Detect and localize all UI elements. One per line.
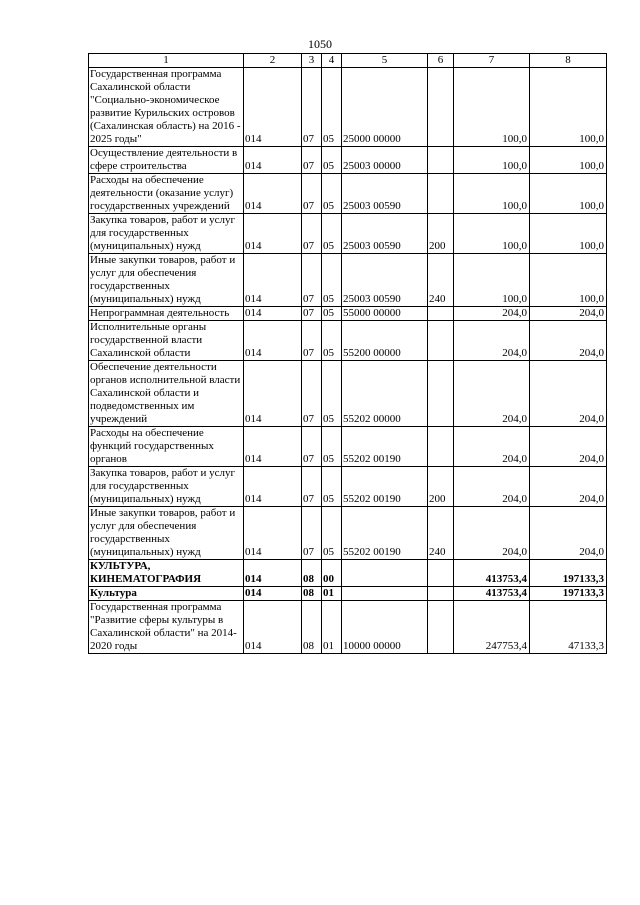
ministry-code-cell: 014 xyxy=(244,147,302,174)
header-col-5: 5 xyxy=(342,54,428,68)
section-code-cell: 08 xyxy=(302,560,322,587)
section-code-cell: 08 xyxy=(302,587,322,601)
amount-year1-cell: 204,0 xyxy=(454,507,530,560)
expense-type-cell xyxy=(428,587,454,601)
expense-type-cell xyxy=(428,307,454,321)
table-row xyxy=(89,507,607,560)
amount-year2-cell: 100,0 xyxy=(530,68,607,147)
row-name-cell: Расходы на обеспечение деятельности (оказание услуг) государственных учреждений xyxy=(89,174,244,214)
header-col-2: 2 xyxy=(244,54,302,68)
amount-year2-cell: 197133,3 xyxy=(530,587,607,601)
target-article-cell xyxy=(342,560,428,587)
amount-year1-cell: 100,0 xyxy=(454,68,530,147)
amount-year1-cell: 204,0 xyxy=(454,467,530,507)
amount-year1-cell: 413753,4 xyxy=(454,560,530,587)
amount-year2-cell: 204,0 xyxy=(530,307,607,321)
budget-table xyxy=(88,53,607,654)
section-code-cell: 07 xyxy=(302,467,322,507)
target-article-cell: 55202 00190 xyxy=(342,467,428,507)
row-name-cell: Иные закупки товаров, работ и услуг для обеспечения государственных (муниципальных) нужд xyxy=(89,507,244,560)
amount-year2-cell: 100,0 xyxy=(530,254,607,307)
subsection-code-cell: 01 xyxy=(322,601,342,654)
row-name-cell: Закупка товаров, работ и услуг для государственных (муниципальных) нужд xyxy=(89,214,244,254)
table-row xyxy=(89,560,607,587)
target-article-cell: 55200 00000 xyxy=(342,321,428,361)
ministry-code-cell: 014 xyxy=(244,427,302,467)
target-article-cell xyxy=(342,587,428,601)
table-row xyxy=(89,427,607,467)
header-col-7: 7 xyxy=(454,54,530,68)
amount-year2-cell: 100,0 xyxy=(530,174,607,214)
amount-year1-cell: 204,0 xyxy=(454,427,530,467)
expense-type-cell xyxy=(428,174,454,214)
target-article-cell: 55000 00000 xyxy=(342,307,428,321)
amount-year1-cell: 100,0 xyxy=(454,254,530,307)
target-article-cell: 25003 00590 xyxy=(342,254,428,307)
expense-type-cell: 240 xyxy=(428,254,454,307)
amount-year1-cell: 247753,4 xyxy=(454,601,530,654)
ministry-code-cell: 014 xyxy=(244,174,302,214)
row-name-cell: Государственная программа Сахалинской области "Социально-экономическое развитие Курильских островов (Сахалинская область) на 2016 - 2025 годы" xyxy=(89,68,244,147)
subsection-code-cell: 05 xyxy=(322,427,342,467)
amount-year1-cell: 413753,4 xyxy=(454,587,530,601)
target-article-cell: 25003 00590 xyxy=(342,174,428,214)
row-name-cell: Обеспечение деятельности органов исполнительной власти Сахалинской области и подведомственных им учреждений xyxy=(89,361,244,427)
ministry-code-cell: 014 xyxy=(244,214,302,254)
expense-type-cell: 200 xyxy=(428,467,454,507)
row-name-cell: Исполнительные органы государственной власти Сахалинской области xyxy=(89,321,244,361)
target-article-cell: 55202 00190 xyxy=(342,507,428,560)
subsection-code-cell: 00 xyxy=(322,560,342,587)
section-code-cell: 07 xyxy=(302,307,322,321)
page-number: 1050 xyxy=(308,37,332,51)
expense-type-cell xyxy=(428,560,454,587)
row-name-cell: Иные закупки товаров, работ и услуг для обеспечения государственных (муниципальных) нужд xyxy=(89,254,244,307)
amount-year1-cell: 100,0 xyxy=(454,214,530,254)
subsection-code-cell: 05 xyxy=(322,214,342,254)
expense-type-cell: 240 xyxy=(428,507,454,560)
ministry-code-cell: 014 xyxy=(244,601,302,654)
table-row xyxy=(89,601,607,654)
target-article-cell: 10000 00000 xyxy=(342,601,428,654)
row-name-cell: Закупка товаров, работ и услуг для государственных (муниципальных) нужд xyxy=(89,467,244,507)
ministry-code-cell: 014 xyxy=(244,507,302,560)
target-article-cell: 55202 00190 xyxy=(342,427,428,467)
target-article-cell: 55202 00000 xyxy=(342,361,428,427)
section-code-cell: 07 xyxy=(302,174,322,214)
amount-year2-cell: 204,0 xyxy=(530,427,607,467)
subsection-code-cell: 05 xyxy=(322,307,342,321)
table-row xyxy=(89,147,607,174)
section-code-cell: 07 xyxy=(302,214,322,254)
section-code-cell: 07 xyxy=(302,507,322,560)
amount-year1-cell: 100,0 xyxy=(454,147,530,174)
table-row xyxy=(89,587,607,601)
subsection-code-cell: 05 xyxy=(322,507,342,560)
amount-year2-cell: 204,0 xyxy=(530,507,607,560)
table-row xyxy=(89,174,607,214)
subsection-code-cell: 05 xyxy=(322,361,342,427)
amount-year1-cell: 100,0 xyxy=(454,174,530,214)
row-name-cell: Расходы на обеспечение функций государственных органов xyxy=(89,427,244,467)
expense-type-cell xyxy=(428,361,454,427)
ministry-code-cell: 014 xyxy=(244,68,302,147)
row-name-cell: Осуществление деятельности в сфере строительства xyxy=(89,147,244,174)
section-code-cell: 07 xyxy=(302,68,322,147)
expense-type-cell xyxy=(428,601,454,654)
expense-type-cell: 200 xyxy=(428,214,454,254)
target-article-cell: 25003 00000 xyxy=(342,147,428,174)
table-row xyxy=(89,361,607,427)
subsection-code-cell: 05 xyxy=(322,321,342,361)
table-row xyxy=(89,307,607,321)
subsection-code-cell: 01 xyxy=(322,587,342,601)
table-row xyxy=(89,214,607,254)
target-article-cell: 25003 00590 xyxy=(342,214,428,254)
amount-year2-cell: 100,0 xyxy=(530,147,607,174)
ministry-code-cell: 014 xyxy=(244,321,302,361)
ministry-code-cell: 014 xyxy=(244,587,302,601)
subsection-code-cell: 05 xyxy=(322,254,342,307)
subsection-code-cell: 05 xyxy=(322,147,342,174)
amount-year1-cell: 204,0 xyxy=(454,321,530,361)
amount-year2-cell: 204,0 xyxy=(530,361,607,427)
amount-year2-cell: 47133,3 xyxy=(530,601,607,654)
table-row xyxy=(89,68,607,147)
section-code-cell: 08 xyxy=(302,601,322,654)
header-col-8: 8 xyxy=(530,54,607,68)
amount-year1-cell: 204,0 xyxy=(454,307,530,321)
ministry-code-cell: 014 xyxy=(244,254,302,307)
subsection-code-cell: 05 xyxy=(322,68,342,147)
section-code-cell: 07 xyxy=(302,147,322,174)
header-col-4: 4 xyxy=(322,54,342,68)
expense-type-cell xyxy=(428,147,454,174)
target-article-cell: 25000 00000 xyxy=(342,68,428,147)
header-col-6: 6 xyxy=(428,54,454,68)
section-code-cell: 07 xyxy=(302,321,322,361)
section-code-cell: 07 xyxy=(302,361,322,427)
header-col-1: 1 xyxy=(89,54,244,68)
table-row xyxy=(89,254,607,307)
row-name-cell: КУЛЬТУРА, КИНЕМАТОГРАФИЯ xyxy=(89,560,244,587)
amount-year2-cell: 204,0 xyxy=(530,467,607,507)
expense-type-cell xyxy=(428,68,454,147)
section-code-cell: 07 xyxy=(302,254,322,307)
amount-year1-cell: 204,0 xyxy=(454,361,530,427)
ministry-code-cell: 014 xyxy=(244,307,302,321)
row-name-cell: Непрограммная деятельность xyxy=(89,307,244,321)
subsection-code-cell: 05 xyxy=(322,467,342,507)
ministry-code-cell: 014 xyxy=(244,361,302,427)
row-name-cell: Государственная программа "Развитие сферы культуры в Сахалинской области" на 2014-2020 годы xyxy=(89,601,244,654)
header-col-3: 3 xyxy=(302,54,322,68)
expense-type-cell xyxy=(428,427,454,467)
table-header-row xyxy=(89,54,607,68)
expense-type-cell xyxy=(428,321,454,361)
amount-year2-cell: 100,0 xyxy=(530,214,607,254)
subsection-code-cell: 05 xyxy=(322,174,342,214)
ministry-code-cell: 014 xyxy=(244,467,302,507)
amount-year2-cell: 197133,3 xyxy=(530,560,607,587)
amount-year2-cell: 204,0 xyxy=(530,321,607,361)
ministry-code-cell: 014 xyxy=(244,560,302,587)
row-name-cell: Культура xyxy=(89,587,244,601)
section-code-cell: 07 xyxy=(302,427,322,467)
table-row xyxy=(89,321,607,361)
table-row xyxy=(89,467,607,507)
